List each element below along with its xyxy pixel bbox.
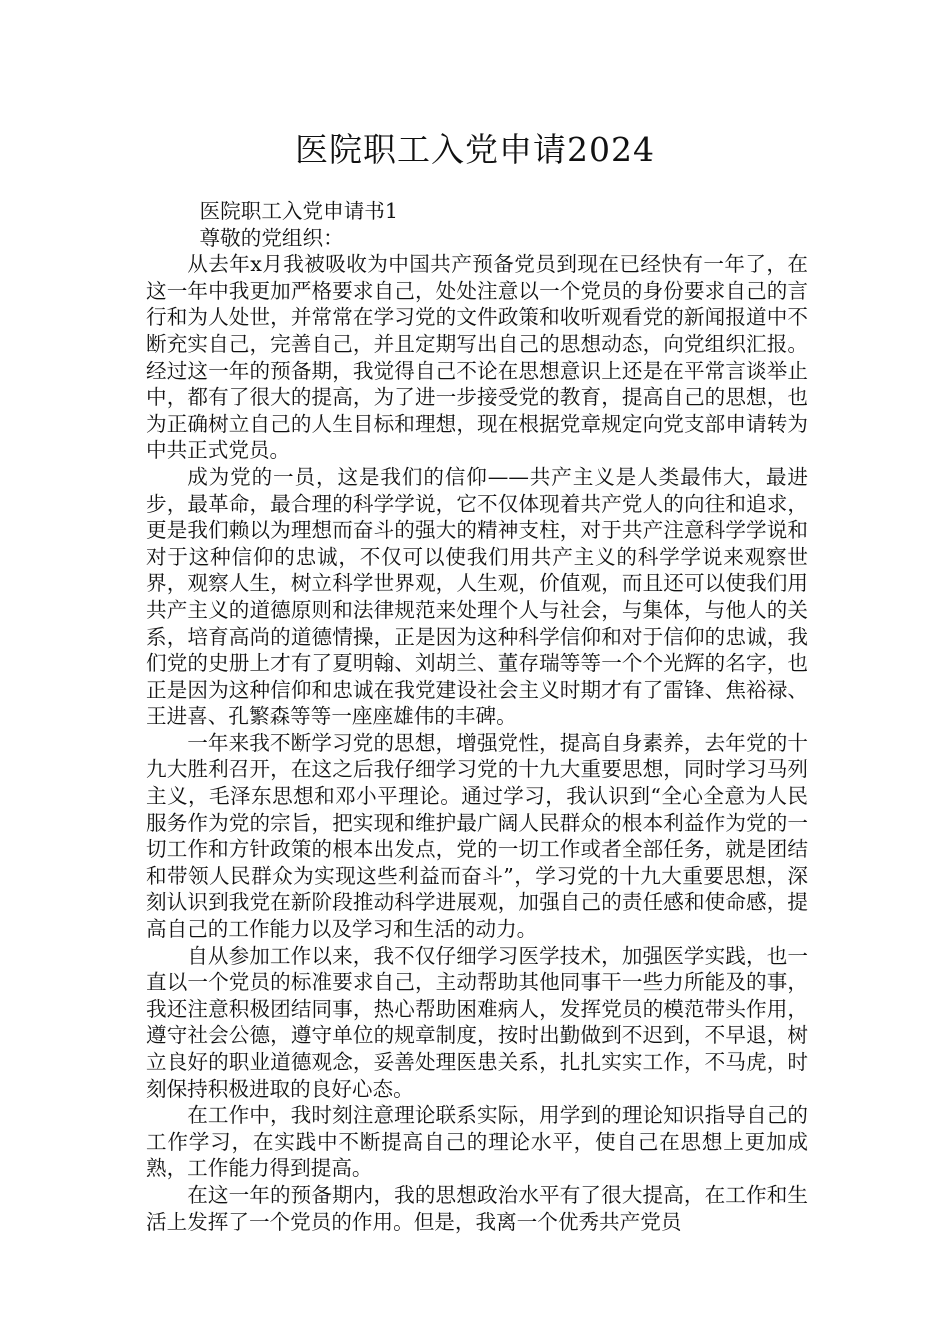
paragraph-4: 自从参加工作以来，我不仅仔细学习医学技术，加强医学实践，也一直以一个党员的标准要求自己，主动帮助其他同事干一些力所能及的事，我还注意积极团结同事，热心帮助困难病人，发挥党员的模范带头作用，遵守社会公德，遵守单位的规章制度，按时出勤做到不迟到，不早退，树立良好的职业道德观念，妥善处理医患关系，扎扎实实工作，不马虎，时刻保持积极进取的良好心态。 <box>146 943 808 1101</box>
paragraph-1: 从去年x月我被吸收为中国共产预备党员到现在已经快有一年了，在这一年中我更加严格要求自己，处处注意以一个党员的身份要求自己的言行和为人处世，并常常在学习党的文件政策和收听观看党的新闻报道中不断充实自己，完善自己，并且定期写出自己的思想动态，向党组织汇报。经过这一年的预备期，我觉得自己不论在思想意识上还是在平常言谈举止中，都有了很大的提高，为了进一步接受党的教育，提高自己的思想，也为正确树立自己的人生目标和理想，现在根据党章规定向党支部申请转为中共正式党员。 <box>146 252 808 463</box>
paragraph-3: 一年来我不断学习党的思想，增强党性，提高自身素养，去年党的十九大胜利召开，在这之后我仔细学习党的十九大重要思想，同时学习马列主义，毛泽东思想和邓小平理论。通过学习，我认识到“全心全意为人民服务作为党的宗旨，把实现和维护最广阔人民群众的根本利益作为党的一切工作和方针政策的根本出发点，党的一切工作或者全部任务，就是团结和带领人民群众为实现这些利益而奋斗”，学习党的十九大重要思想，深刻认识到我党在新阶段推动科学进展观，加强自己的责任感和使命感，提高自己的工作能力以及学习和生活的动力。 <box>146 730 808 942</box>
paragraph-5: 在工作中，我时刻注意理论联系实际，用学到的理论知识指导自己的工作学习，在实践中不断提高自己的理论水平，使自己在思想上更加成熟，工作能力得到提高。 <box>146 1103 808 1181</box>
document-body <box>146 198 808 1235</box>
paragraph-6: 在这一年的预备期内，我的思想政治水平有了很大提高，在工作和生活上发挥了一个党员的作用。但是，我离一个优秀共产党员 <box>146 1182 808 1234</box>
salutation: 尊敬的党组织： <box>199 225 344 250</box>
paragraph-2: 成为党的一员，这是我们的信仰——共产主义是人类最伟大，最进步，最革命，最合理的科学学说，它不仅体现着共产党人的向往和追求，更是我们赖以为理想而奋斗的强大的精神支柱，对于共产注意科学学说和对于这种信仰的忠诚，不仅可以使我们用共产主义的科学学说来观察世界，观察人生，树立科学世界观，人生观，价值观，而且还可以使我们用共产主义的道德原则和法律规范来处理个人与社会，与集体，与他人的关系，培育高尚的道德情操，正是因为这种科学信仰和对于信仰的忠诚，我们党的史册上才有了夏明翰、刘胡兰、董存瑞等等一个个光辉的名字，也正是因为这种信仰和忠诚在我党建设社会主义时期才有了雷锋、焦裕禄、王进喜、孔繁森等等一座座雄伟的丰碑。 <box>146 464 808 729</box>
document-subtitle: 医院职工入党申请书1 <box>199 199 398 223</box>
document-title: 医院职工入党申请2024 <box>295 130 655 169</box>
